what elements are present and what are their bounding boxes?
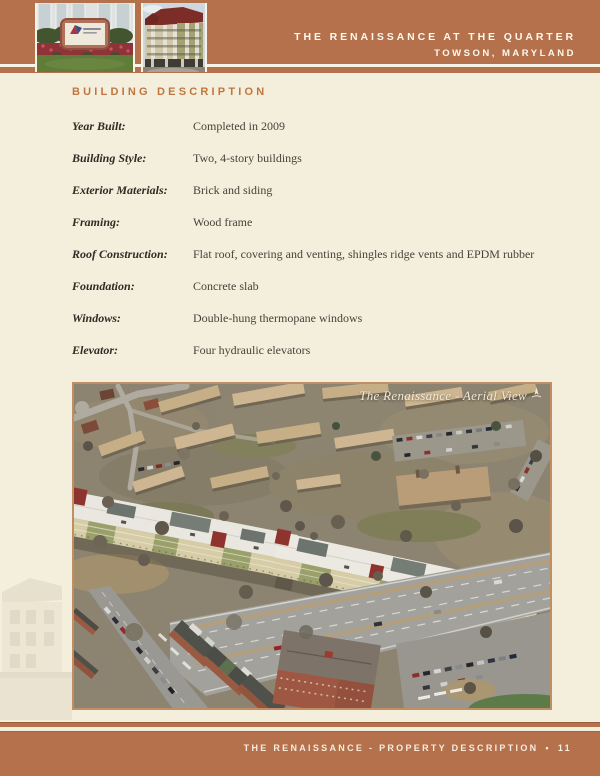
detail-value: Double-hung thermopane windows [193,311,363,325]
detail-value: Two, 4-story buildings [193,151,302,165]
footer-label: THE RENAISSANCE - PROPERTY DESCRIPTION [243,743,539,753]
footer-accent-strip [0,722,600,727]
aerial-photo-image [74,384,550,708]
detail-value: Flat roof, covering and venting, shingles ridge vents and EPDM rubber [193,247,535,261]
section-heading: BUILDING DESCRIPTION [72,86,268,98]
detail-value: Concrete slab [193,279,259,293]
building-corner-photo [141,3,207,72]
table-row [72,184,542,216]
header-titles [294,31,576,59]
footer-separator: • [545,743,551,753]
table-row [72,120,542,152]
detail-label: Foundation: [72,279,135,293]
table-row [72,312,542,344]
table-row [72,344,542,376]
detail-value: Completed in 2009 [193,119,285,133]
compass-north-icon [530,386,543,403]
detail-label: Framing: [72,215,121,229]
page-number: 11 [557,743,572,753]
aerial-photo-caption [359,387,543,404]
detail-label: Building Style: [72,151,147,165]
detail-value: Four hydraulic elevators [193,343,311,357]
table-row [72,248,542,280]
detail-label: Year Built: [72,119,126,133]
table-row [72,152,542,184]
footer-band [0,731,600,776]
detail-label: Elevator: [72,343,118,357]
aerial-photo [72,382,552,710]
page-subtitle: TOWSON, MARYLAND [434,48,576,59]
detail-label: Roof Construction: [72,247,168,261]
detail-value: Wood frame [193,215,253,229]
detail-label: Windows: [72,311,121,325]
table-row [72,280,542,312]
watermark-building [0,556,72,720]
caption-text: The Renaissance - Aerial View [359,387,527,403]
detail-value: Brick and siding [193,183,273,197]
entrance-sign-photo [35,3,135,72]
table-row [72,216,542,248]
detail-label: Exterior Materials: [72,183,168,197]
footer-text [244,743,572,753]
page-title: THE RENAISSANCE AT THE QUARTER [294,31,576,43]
building-details-table [72,120,542,376]
